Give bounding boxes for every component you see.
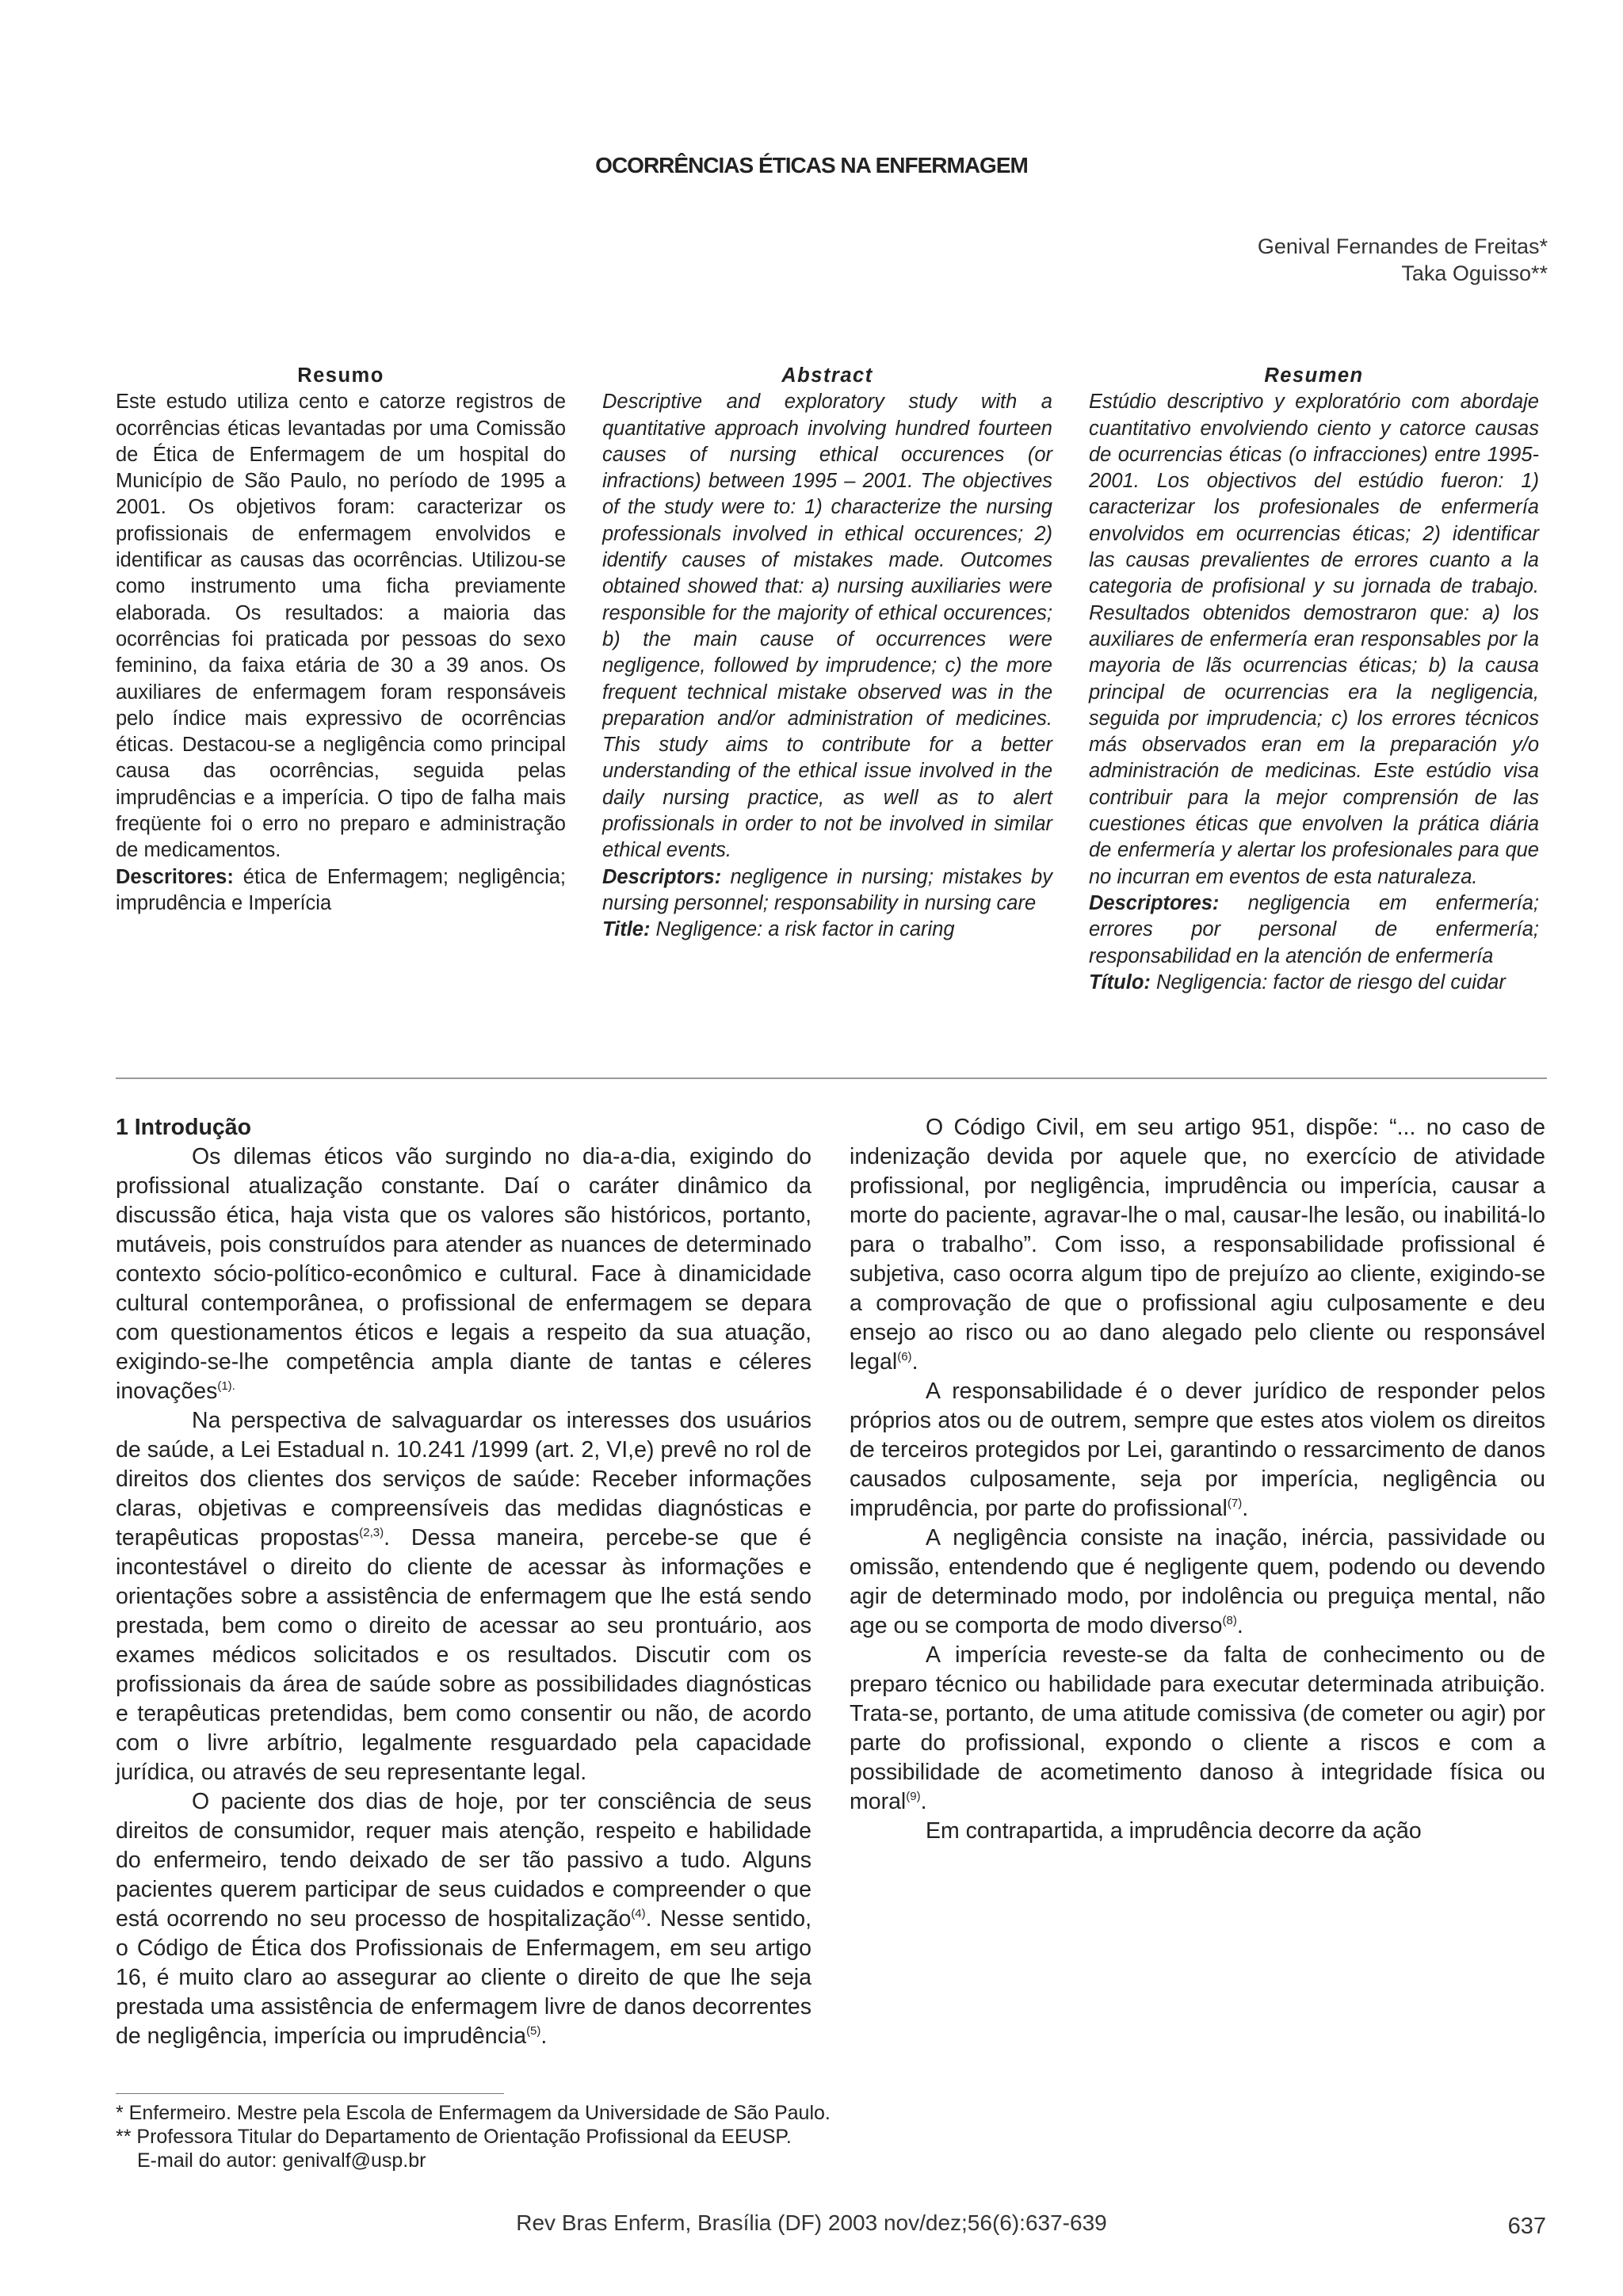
abstract-descriptors-value: negligence in nursing; mistakes by nursing personnel; responsability in nursing care xyxy=(602,865,1052,914)
paragraph-5-text: A responsabilidade é o dever jurídico de responder pelos próprios atos ou de outrem, sempre que estes atos violem os direitos de terceiros protegidos por Lei, garantindo o ressarcimento de danos causados culposamente, seja por imperícia, negligência ou imprudência, por parte do profissional xyxy=(850,1379,1545,1521)
section-divider xyxy=(116,1077,1547,1079)
paragraph-3 xyxy=(116,1787,812,2051)
abstract-descriptors xyxy=(602,864,1052,917)
resumo-heading: Resumo xyxy=(297,364,384,387)
resumen-descriptors xyxy=(1089,891,1539,970)
citation-ref: (9) xyxy=(906,1790,921,1803)
abstract-title-value: Negligence: a risk factor in caring xyxy=(655,918,955,941)
resumen-title-value: Negligencia: factor de riesgo del cuidar xyxy=(1155,971,1506,994)
citation-ref: (6) xyxy=(897,1350,912,1363)
paragraph-7-text: A imperícia reveste-se da falta de conhecimento ou de preparo técnico ou habilidade para executar determinada atribuição. Trata-se, portanto, de uma atitude comissiva (de cometer ou agir) por parte do profissional, expondo o cliente a riscos e com a possibilidade de acometimento danoso à integridade física ou moral xyxy=(850,1642,1545,1814)
citation-ref: (1). xyxy=(217,1379,235,1393)
paragraph-3-text: O paciente dos dias de hoje, por ter consciência de seus direitos de consumidor, requer mais atenção, respeito e habilidade do enfermeiro, tendo deixado de ser tão passivo a tudo. Alguns pacientes querem participar de seus cuidados e compreender o que está ocorrendo no seu processo de hospitalização xyxy=(116,1789,812,1932)
journal-citation: Rev Bras Enferm, Brasília (DF) 2003 nov/dez;56(6):637-639 xyxy=(516,2210,1107,2235)
paragraph-8: Em contrapartida, a imprudência decorre da ação xyxy=(926,1818,1422,1844)
paragraph-2-text: Na perspectiva de salvaguardar os interesses dos usuários de saúde, a Lei Estadual n. 10.241 /1999 (art. 2, VI,e) prevê no rol de direitos dos clientes dos serviços de saúde: Receber informações claras, objetivas e compreensíveis das medidas diagnósticas e terapêuticas propostas xyxy=(116,1408,812,1550)
citation-ref: (5) xyxy=(526,2024,541,2038)
paragraph-6 xyxy=(850,1524,1545,1641)
author-list xyxy=(1258,233,1548,287)
paragraph-4-end: . xyxy=(911,1349,918,1375)
resumo-descriptors xyxy=(116,864,566,917)
abstract-descriptors-label: Descriptors: xyxy=(602,865,722,888)
paragraph-5-end: . xyxy=(1242,1496,1249,1521)
paragraph-3-cont: . Nesse sentido, o Código de Ética dos Profissionais de Enfermagem, em seu artigo 16, é muito claro ao assegurar ao cliente o direito de que lhe seja prestada uma assistência de enfermagem livre de danos decorrentes de negligência, imperícia ou imprudência xyxy=(116,1906,812,2049)
author-2: Taka Oguisso** xyxy=(1401,261,1548,285)
footnote-2: ** Professora Titular do Departamento de Orientação Profissional da EEUSP. xyxy=(116,2126,792,2148)
resumen-title-line xyxy=(1089,970,1539,996)
resumen-descriptors-value: negligencia em enfermería; errores por personal de enfermería; responsabilidad en la atención de enfermería xyxy=(1089,891,1539,967)
abstract-title-label: Title: xyxy=(602,918,651,941)
page-number: 637 xyxy=(1507,2214,1546,2239)
abstract-section xyxy=(602,363,1052,944)
resumo-descriptors-value: ética de Enfermagem; negligência; imprudência e Imperícia xyxy=(116,865,566,914)
footnotes xyxy=(116,2101,831,2172)
section-heading: 1 Introdução xyxy=(116,1115,252,1140)
body-column-left xyxy=(116,1113,812,2051)
resumen-heading: Resumen xyxy=(1264,364,1364,387)
paragraph-7 xyxy=(850,1641,1545,1817)
resumen-title-label: Título: xyxy=(1089,971,1151,994)
paragraph-7-end: . xyxy=(920,1789,927,1814)
paragraph-2 xyxy=(116,1406,812,1787)
citation-ref: (2,3) xyxy=(359,1526,384,1539)
paragraph-6-text: A negligência consiste na inação, inércia, passividade ou omissão, entendendo que é negligente quem, podendo ou devendo agir de determinado modo, por indolência ou preguiça mental, não age ou se comporta de modo diverso xyxy=(850,1525,1545,1638)
resumo-section xyxy=(116,363,566,917)
resumen-descriptors-label: Descriptores: xyxy=(1089,891,1220,914)
paragraph-3-end: . xyxy=(540,2023,548,2049)
citation-ref: (4) xyxy=(631,1907,646,1920)
resumen-text: Estúdio descriptivo y exploratório com abordaje cuantitativo envolviendo ciento y catorce causas de ocurrencias éticas (o infracciones) entre 1995-2001. Los objectivos del estúdio fueron: 1) caracterizar los profesionales de enfermería envolvidos em ocurrencias éticas; 2) identificar las causas prevalientes de errores cuanto a la categoria de profisional y su jornada de trabajo. Resultados obtenidos demostraron que: a) los auxiliares de enfermería eran responsables por la mayoria de lãs ocurrencias éticas; b) la causa principal de ocurrencias era la negligencia, seguida por imprudencia; c) los errores técnicos más observados eran em la preparación y/o administración de medicinas. Este estúdio visa contribuir para la mejor comprensión de las cuestiones éticas que envolven la prática diária de enfermería y alertar los profesionales para que no incurran em eventos de esta naturaleza. xyxy=(1089,391,1539,888)
author-1: Genival Fernandes de Freitas* xyxy=(1257,235,1548,258)
footnote-email: E-mail do autor: genivalf@usp.br xyxy=(137,2149,426,2172)
resumen-section xyxy=(1089,363,1539,996)
paragraph-5 xyxy=(850,1377,1545,1524)
body-column-right xyxy=(850,1113,1545,1846)
paragraph-4 xyxy=(850,1113,1545,1377)
article-title: OCORRÊNCIAS ÉTICAS NA ENFERMAGEM xyxy=(595,153,1028,177)
paragraph-1 xyxy=(116,1142,812,1406)
citation-ref: (8) xyxy=(1222,1614,1237,1627)
paragraph-6-end: . xyxy=(1236,1613,1243,1638)
abstract-title-line xyxy=(602,917,1052,943)
paragraph-1-text: Os dilemas éticos vão surgindo no dia-a-dia, exigindo do profissional atualização constante. Daí o caráter dinâmico da discussão ética, haja vista que os valores são históricos, portanto, mutáveis, pois construídos para atender as nuances de determinado contexto sócio-político-econômico e cultural. Face à dinamicidade cultural contemporânea, o profissional de enfermagem se depara com questionamentos éticos e legais a respeito da sua atuação, exigindo-se-lhe competência ampla diante de tantas e céleres inovações xyxy=(116,1144,812,1404)
paragraph-2-cont: . Dessa maneira, percebe-se que é incontestável o direito do cliente de acessar às informações e orientações sobre a assistência de enfermagem que lhe está sendo prestada, bem como o direito de acessar ao seu prontuário, aos exames médicos solicitados e os resultados. Discutir com os profissionais da área de saúde sobre as possibilidades diagnósticas e terapêuticas pretendidas, bem como consentir ou não, de acordo com o livre arbítrio, legalmente resguardado pela capacidade jurídica, ou através de seu representante legal. xyxy=(116,1525,812,1785)
footnote-1: * Enfermeiro. Mestre pela Escola de Enfermagem da Universidade de São Paulo. xyxy=(116,2102,831,2124)
paragraph-4-text: O Código Civil, em seu artigo 951, dispõe: “... no caso de indenização devida por aquele que, no exercício de atividade profissional, por negligência, imprudência ou imperícia, causar a morte do paciente, agravar-lhe o mal, causar-lhe lesão, ou inabilitá-lo para o trabalho”. Com isso, a responsabilidade profissional é subjetiva, caso ocorra algum tipo de prejuízo ao cliente, exigindo-se a comprovação de que o profissional agiu culposamente e deu ensejo ao risco ou ao dano alegado pelo cliente ou responsável legal xyxy=(850,1115,1545,1375)
citation-ref: (7) xyxy=(1227,1497,1243,1510)
abstract-heading: Abstract xyxy=(781,364,873,387)
resumo-text: Este estudo utiliza cento e catorze registros de ocorrências éticas levantadas por uma Comissão de Ética de Enfermagem de um hospital do Município de São Paulo, no período de 1995 a 2001. Os objetivos foram: caracterizar os profissionais de enfermagem envolvidos e identificar as causas das ocorrências. Utilizou-se como instrumento uma ficha previamente elaborada. Os resultados: a maioria das ocorrências foi praticada por pessoas do sexo feminino, da faixa etária de 30 a 39 anos. Os auxiliares de enfermagem foram responsáveis pelo índice mais expressivo de ocorrências éticas. Destacou-se a negligência como principal causa das ocorrências, seguida pelas imprudências e a imperícia. O tipo de falha mais freqüente foi o erro no preparo e administração de medicamentos. xyxy=(116,391,566,862)
abstract-text: Descriptive and exploratory study with a quantitative approach involving hundred fourteen causes of nursing ethical occurences (or infractions) between 1995 – 2001. The objectives of the study were to: 1) characterize the nursing professionals involved in ethical occurences; 2) identify causes of mistakes made. Outcomes obtained showed that: a) nursing auxiliaries were responsible for the majority of ethical occurences; b) the main cause of occurrences were negligence, followed by imprudence; c) the more frequent technical mistake observed was in the preparation and/or administration of medicines. This study aims to contribute for a better understanding of the ethical issue involved in the daily nursing practice, as well as to alert profissionals in order to not be involved in similar ethical events. xyxy=(602,391,1052,862)
resumo-descriptors-label: Descritores: xyxy=(116,865,234,888)
footnote-divider xyxy=(116,2093,504,2094)
